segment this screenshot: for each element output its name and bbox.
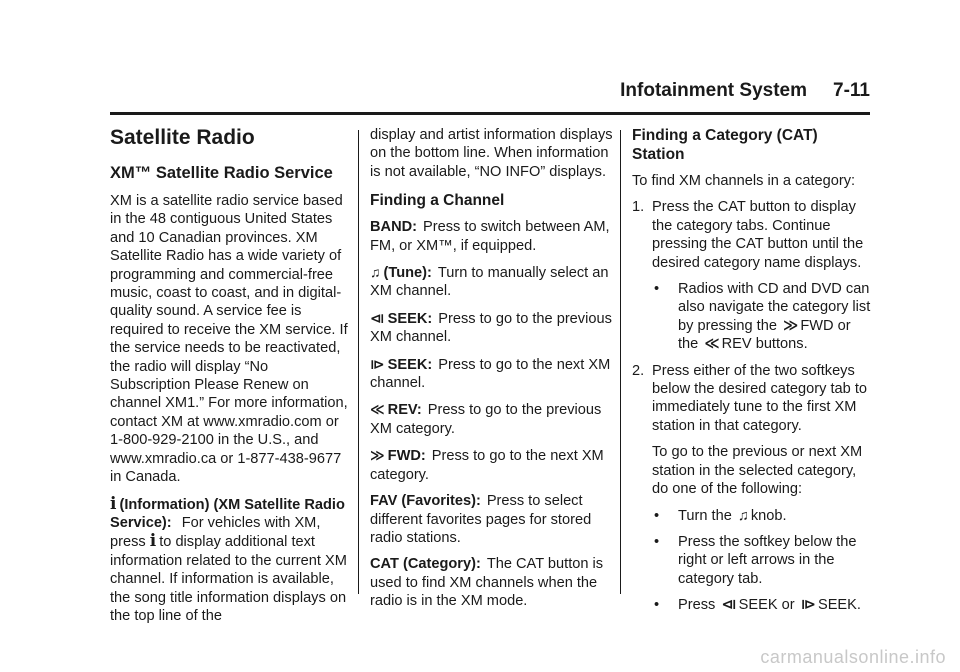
fast-forward-icon: ≫ [783, 317, 799, 334]
info-text-2: to display additional text information related to the current XM channel. If information is available, the song title information displays on the top line of the [110, 534, 347, 624]
step-text: Press the CAT button to display the category tabs. Continue pressing the CAT button until the desired category name displays. [652, 199, 864, 271]
seek-next-icon: ⧐ [370, 355, 385, 372]
bullet-item [654, 507, 872, 525]
bullet-text: Press the softkey below the right or left arrows in the category tab. [678, 533, 857, 587]
control-item [370, 309, 616, 347]
bullet-text: Press [678, 597, 716, 614]
step-number: 2. [632, 362, 645, 379]
control-description: Press to go to the next XM channel. [370, 356, 611, 392]
control-item [370, 263, 616, 301]
page-header [110, 80, 870, 115]
control-label: FWD: [387, 448, 426, 465]
bullet-text: Turn the [678, 507, 732, 524]
control-label: BAND: [370, 219, 418, 236]
bullet-icon: • [654, 597, 660, 614]
info-label: (Information) (XM Satellite Radio Service): [110, 496, 345, 531]
category-intro: To find XM channels in a category: [632, 173, 856, 189]
continued-paragraph: display and artist information displays on the bottom line. When information is not available, “NO INFO” displays. [370, 127, 613, 180]
bullet-icon: • [654, 533, 660, 550]
rewind-icon: ≪ [370, 401, 385, 418]
page-number: 7-11 [833, 80, 870, 101]
bullet-text: SEEK or [738, 597, 795, 614]
rewind-icon: ≪ [704, 336, 720, 353]
section-title: Infotainment System [620, 80, 808, 101]
control-label: SEEK: [387, 356, 433, 373]
control-description: Press to switch between AM, FM, or XM™, if equipped. [370, 219, 610, 254]
subsection-heading: XM™ Satellite Radio Service [110, 164, 333, 182]
fast-forward-icon: ≫ [370, 447, 385, 464]
bullet-icon: • [654, 281, 660, 298]
intro-paragraph: XM is a satellite radio service based in the 48 contiguous United States and 10 Canadian provinces. XM Satellite Radio has a wide variety of programming and commercial-free music, coast to coast, and in digital-quality sound. A service fee is required to receive the XM service. If the service needs to be reactivated, the radio will display “No Subscription Please Renew on channel XM1.” For more information, contact XM at www.xmradio.com or 1-800-929-2100 in the U.S., and www.xmradio.ca or 1-877-438-9677 in Canada. [110, 193, 348, 486]
step-2 [632, 362, 872, 436]
tune-knob-icon: ♫ [737, 507, 749, 524]
tune-icon: ♫ [370, 264, 381, 281]
control-item [370, 446, 616, 484]
control-label: FAV (Favorites): [370, 493, 481, 510]
info-paragraph [110, 495, 350, 626]
control-description: Turn to manually select an XM channel. [370, 265, 609, 300]
step-text: Press either of the two softkeys below the desired category tab to immediately tune to the first XM station in that category. [652, 362, 867, 434]
finding-category-heading: Finding a Category (CAT) Station [632, 127, 818, 163]
bullet-text: SEEK. [817, 597, 861, 614]
control-item [370, 400, 616, 438]
step-2-note: To go to the previous or next XM station in the selected category, do one of the following: [652, 444, 863, 498]
step-number: 1. [632, 199, 645, 216]
column-2 [370, 126, 616, 619]
bullet-text: FWD or the [678, 317, 851, 353]
control-item [370, 555, 616, 610]
column-divider [620, 130, 621, 594]
control-label: (Tune): [383, 265, 432, 282]
control-item [370, 355, 616, 393]
control-item [370, 218, 616, 255]
seek-next-icon: ⧐ [800, 597, 816, 614]
control-description: Press to select different favorites pages for stored radio stations. [370, 493, 592, 546]
control-description: Press to go to the next XM category. [370, 448, 604, 483]
bullet-text: REV buttons. [721, 336, 808, 353]
info-text-1: For vehicles with XM, press [110, 514, 321, 551]
column-3 [632, 126, 872, 623]
control-label: CAT (Category): [370, 556, 481, 573]
bullet-text: knob. [750, 507, 787, 524]
finding-channel-heading: Finding a Channel [370, 192, 505, 210]
seek-previous-icon: ⧏ [721, 597, 737, 614]
bullet-item [654, 280, 872, 354]
channel-control-list [370, 218, 616, 610]
column-1 [110, 126, 350, 633]
bullet-icon: • [654, 507, 660, 524]
control-description: Press to go to the previous XM channel. [370, 310, 612, 346]
seek-previous-icon: ⧏ [370, 309, 385, 326]
bullet-text: Radios with CD and DVD can also navigate the category list by pressing the [678, 281, 871, 334]
bullet-item [654, 596, 872, 614]
step-1 [632, 198, 872, 272]
control-label: SEEK: [387, 310, 433, 327]
watermark: carmanualsonline.info [760, 647, 946, 667]
section-heading: Satellite Radio [110, 126, 255, 149]
info-icon: i [149, 531, 157, 552]
control-description: The CAT button is used to find XM channels when the radio is in the XM mode. [370, 556, 604, 610]
control-item [370, 492, 616, 547]
control-description: Press to go to the previous XM category. [370, 402, 602, 437]
column-divider [358, 130, 359, 594]
control-label: REV: [387, 402, 422, 419]
bullet-item [654, 533, 872, 588]
info-icon: i [110, 493, 117, 514]
